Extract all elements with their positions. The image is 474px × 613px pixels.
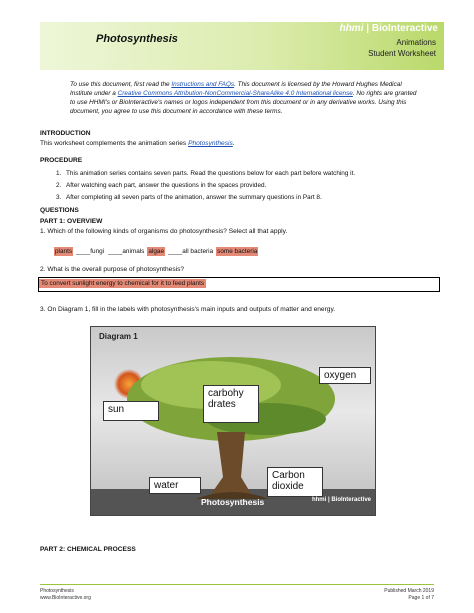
label-carbohydrates[interactable]: carbohy drates bbox=[203, 385, 259, 423]
choice-all-bacteria[interactable]: ____all bacteria bbox=[168, 248, 214, 255]
procedure-step: 2. After watching each part, answer the questions in the spaces provided. bbox=[56, 182, 267, 189]
footer-doc-name: Photosynthesis bbox=[40, 588, 74, 594]
choice-animals[interactable]: ____animals bbox=[108, 248, 145, 255]
introduction-heading: INTRODUCTION bbox=[40, 130, 91, 137]
biointeractive-logo: hhmi | BioInteractive bbox=[339, 23, 438, 34]
document-title: Photosynthesis bbox=[96, 33, 178, 45]
footer-published: Published March 2019 bbox=[384, 588, 434, 594]
footer-page-number: Page 1 of 7 bbox=[408, 595, 434, 601]
diagram-logo: hhmi | BioInteractive bbox=[311, 497, 371, 503]
questions-heading: QUESTIONS bbox=[40, 207, 79, 214]
choice-fungi[interactable]: ____fungi bbox=[76, 248, 105, 255]
diagram-1 bbox=[90, 326, 376, 516]
label-water[interactable]: water bbox=[149, 477, 201, 494]
footer-website: www.BioInteractive.org bbox=[40, 595, 91, 601]
q1-choices bbox=[54, 247, 258, 256]
header-subtitle-worksheet: Student Worksheet bbox=[368, 49, 436, 58]
part1-heading: PART 1: OVERVIEW bbox=[40, 218, 103, 225]
question-1: 1. Which of the following kinds of organisms do photosynthesis? Select all that apply. bbox=[40, 228, 288, 235]
procedure-heading: PROCEDURE bbox=[40, 157, 83, 164]
choice-algae[interactable]: algae bbox=[148, 248, 165, 255]
procedure-step: 3. After completing all seven parts of the animation, answer the summary questions in Part 8. bbox=[56, 194, 322, 201]
tree-trunk bbox=[209, 432, 253, 497]
part2-heading: PART 2: CHEMICAL PROCESS bbox=[40, 546, 136, 553]
q2-answer-text: To convert sunlight energy to chemical for it to feed plants bbox=[41, 280, 205, 287]
introduction-text: This worksheet complements the animation series Photosynthesis. bbox=[40, 140, 235, 147]
diagram-caption: Photosynthesis bbox=[201, 497, 265, 507]
license-notice: To use this document, first read the Instructions and FAQs. This document is licensed by the Howard Hughes Medical Institute under a Creative Commons Attribution-NonCommercial-ShareAlike 4.0 International license. No rights are granted to use HHMI's or BioInteractive's names or logos independent from this document or in any derivative works. Using this document, you agree to use this document in accordance with these terms. bbox=[70, 81, 417, 115]
question-3: 3. On Diagram 1, fill in the labels with photosynthesis's main inputs and outputs of matter and energy. bbox=[40, 306, 336, 313]
choice-some-bacteria[interactable]: some bacteria bbox=[217, 248, 258, 255]
q2-answer-box[interactable] bbox=[38, 277, 440, 292]
label-oxygen[interactable]: oxygen bbox=[319, 367, 371, 384]
label-sun[interactable]: sun bbox=[103, 401, 159, 421]
instructions-faqs-link[interactable]: Instructions and FAQs bbox=[171, 81, 235, 88]
license-link[interactable]: Creative Commons Attribution-NonCommercial-ShareAlike 4.0 International license bbox=[117, 90, 353, 97]
label-carbon-dioxide[interactable]: Carbon dioxide bbox=[267, 467, 323, 497]
procedure-step: 1. This animation series contains seven parts. Read the questions below for each part before watching it. bbox=[56, 170, 356, 177]
choice-plants[interactable]: plants bbox=[55, 248, 73, 255]
question-2: 2. What is the overall purpose of photosynthesis? bbox=[40, 266, 185, 273]
page-footer bbox=[40, 584, 434, 601]
page-header bbox=[40, 22, 444, 70]
procedure-steps bbox=[56, 168, 355, 204]
diagram-title: Diagram 1 bbox=[99, 332, 138, 341]
photosynthesis-series-link[interactable]: Photosynthesis bbox=[188, 140, 233, 147]
header-subtitle-animations: Animations bbox=[396, 38, 436, 47]
